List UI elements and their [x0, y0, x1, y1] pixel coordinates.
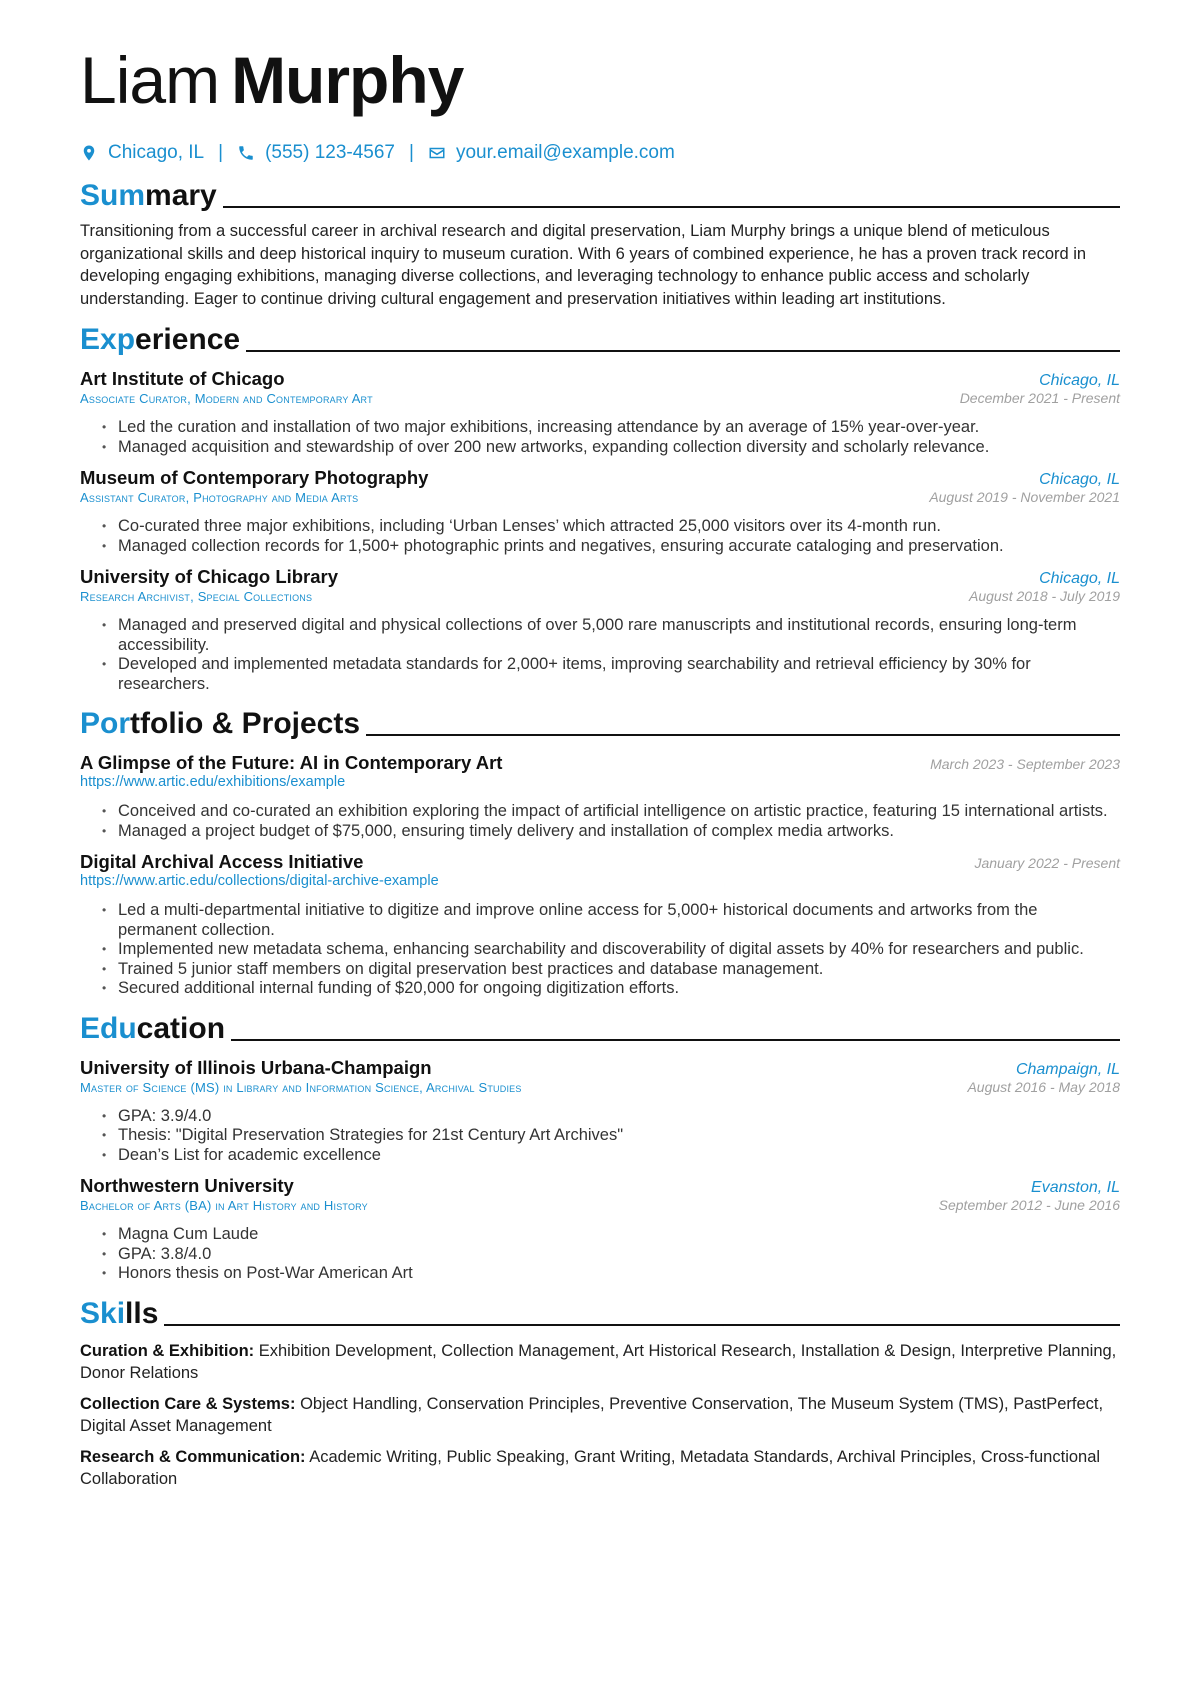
experience-heading: [80, 322, 1120, 358]
job-location: Chicago, IL: [1039, 372, 1120, 389]
project-title: A Glimpse of the Future: AI in Contemporary Art: [80, 752, 503, 773]
school-location: Champaign, IL: [1015, 1060, 1120, 1078]
job-title: Assistant Curator, Photography and Media Arts: [80, 490, 359, 505]
section-rule: [223, 206, 1120, 208]
section-rule: [366, 734, 1120, 736]
bullet-item: • Managed acquisition and stewardship of over 200 new artworks, expanding collection diversity and scholarly relevance.: [118, 438, 1120, 458]
map-pin-icon: [80, 144, 98, 162]
job-dates: August 2018 - July 2019: [969, 588, 1120, 604]
degree-title: Master of Science (MS) in Library and Information Science, Archival Studies: [80, 1079, 522, 1095]
skill-line: [80, 1340, 1120, 1385]
bullet-item: • Honors thesis on Post-War American Art: [118, 1264, 1120, 1284]
bullet-item: • Managed a project budget of $75,000, ensuring timely delivery and installation of complex media artworks.: [118, 822, 1120, 842]
bullet-item: • Trained 5 junior staff members on digital preservation best practices and database management.: [118, 960, 1120, 980]
contact-bar: [80, 142, 1120, 164]
project-entry: [80, 752, 1120, 841]
location-text: Chicago, IL: [108, 142, 205, 163]
section-rule: [231, 1039, 1120, 1041]
email-text: your.email@example.com: [455, 142, 675, 163]
job-location: Chicago, IL: [1039, 471, 1120, 488]
skill-values: Exhibition Development, Collection Management, Art Historical Research, Installation & Design, Interpretive Planning, Donor Relations: [80, 1341, 1117, 1382]
phone-icon: [237, 144, 255, 162]
resume-page: [80, 40, 1120, 1491]
bullet-item: • Magna Cum Laude: [118, 1225, 1120, 1245]
school-name: Northwestern University: [80, 1175, 294, 1196]
skill-line: [80, 1393, 1120, 1438]
bullet-item: • Co-curated three major exhibitions, including ‘Urban Lenses’ which attracted 25,000 visitors over its 4-month run.: [118, 517, 1120, 537]
section-title: Summary: [80, 179, 217, 212]
employer-name: Art Institute of Chicago: [80, 368, 285, 389]
skill-line: [80, 1446, 1120, 1491]
summary-heading: [80, 178, 1120, 214]
bullet-list: [80, 1107, 1120, 1166]
education-heading: [80, 1011, 1120, 1047]
project-link[interactable]: https://www.artic.edu/exhibitions/example: [80, 774, 346, 790]
bullet-item: • Managed and preserved digital and physical collections of over 5,000 rare manuscripts and institutional records, ensuring long-term accessibility.: [118, 616, 1120, 655]
contact-email[interactable]: [428, 142, 675, 164]
bullet-list: [80, 517, 1120, 556]
experience-entry: [80, 566, 1120, 694]
section-title: Education: [80, 1011, 226, 1045]
degree-title: Bachelor of Arts (BA) in Art History and History: [80, 1198, 368, 1213]
job-location: Chicago, IL: [1039, 570, 1120, 587]
projects-heading: [80, 706, 1120, 742]
education-dates: August 2016 - May 2018: [967, 1078, 1120, 1095]
last-name: Murphy: [231, 43, 464, 117]
project-title: Digital Archival Access Initiative: [80, 851, 364, 872]
bullet-item: • Implemented new metadata schema, enhancing searchability and discoverability of digital assets by 40% for researchers and public.: [118, 940, 1120, 960]
section-title: Skills: [80, 1296, 159, 1330]
experience-entry: [80, 368, 1120, 457]
project-dates: March 2023 - September 2023: [930, 756, 1120, 772]
first-name: Liam: [80, 43, 220, 117]
skill-category: Collection Care & Systems:: [80, 1394, 296, 1413]
bullet-list: [80, 1225, 1120, 1284]
phone-text: (555) 123-4567: [265, 142, 395, 163]
skill-values: Object Handling, Conservation Principles, Preventive Conservation, The Museum System (TMS), PastPerfect, Digital Asset Management: [80, 1394, 1104, 1435]
bullet-item: • Secured additional internal funding of $20,000 for ongoing digitization efforts.: [118, 979, 1120, 999]
candidate-name: [80, 40, 1120, 120]
skill-category: Curation & Exhibition:: [80, 1341, 255, 1360]
education-entry: [80, 1057, 1120, 1166]
skill-values: Academic Writing, Public Speaking, Grant Writing, Metadata Standards, Archival Principles, Cross-functional Collaboration: [80, 1447, 1101, 1488]
bullet-item: • GPA: 3.9/4.0: [118, 1107, 1120, 1127]
job-title: Associate Curator, Modern and Contemporary Art: [80, 391, 373, 406]
school-name: University of Illinois Urbana-Champaign: [80, 1056, 432, 1078]
skill-category: Research & Communication:: [80, 1447, 306, 1466]
skills-heading: [80, 1296, 1120, 1332]
bullet-item: • GPA: 3.8/4.0: [118, 1245, 1120, 1265]
school-location: Evanston, IL: [1031, 1179, 1120, 1196]
contact-phone[interactable]: [237, 142, 395, 164]
employer-name: Museum of Contemporary Photography: [80, 467, 429, 488]
contact-separator: |: [218, 142, 224, 163]
job-dates: December 2021 - Present: [959, 390, 1120, 406]
education-entry: [80, 1175, 1120, 1284]
experience-entry: [80, 467, 1120, 556]
section-rule: [246, 350, 1120, 352]
employer-name: University of Chicago Library: [80, 566, 339, 587]
project-entry: [80, 851, 1120, 999]
section-title: Experience: [80, 323, 241, 356]
bullet-list: [80, 901, 1120, 999]
contact-location: [80, 142, 204, 164]
bullet-item: • Managed collection records for 1,500+ photographic prints and negatives, ensuring accurate cataloging and preservation.: [118, 537, 1120, 557]
bullet-list: [80, 802, 1120, 841]
bullet-item: • Led the curation and installation of two major exhibitions, increasing attendance by an average of 15% year-over-year.: [118, 418, 1120, 438]
bullet-item: • Led a multi-departmental initiative to digitize and improve online access for 5,000+ historical documents and artworks from the permanent collection.: [118, 901, 1120, 940]
envelope-icon: [428, 144, 446, 162]
section-rule: [164, 1324, 1120, 1326]
job-title: Research Archivist, Special Collections: [80, 589, 313, 604]
bullet-list: [80, 616, 1120, 694]
bullet-item: • Conceived and co-curated an exhibition exploring the impact of artificial intelligence on artistic practice, featuring 15 international artists.: [118, 802, 1120, 822]
bullet-list: [80, 418, 1120, 457]
bullet-item: • Developed and implemented metadata standards for 2,000+ items, improving searchability and retrieval efficiency by 30% for researchers.: [118, 655, 1120, 694]
education-dates: September 2012 - June 2016: [938, 1197, 1120, 1213]
bullet-item: • Thesis: "Digital Preservation Strategies for 21st Century Art Archives": [118, 1126, 1120, 1146]
job-dates: August 2019 - November 2021: [929, 489, 1120, 505]
contact-separator: |: [409, 142, 414, 163]
summary-text: Transitioning from a successful career in archival research and digital preservation, Liam Murphy brings a unique blend of meticulous organizational skills and deep historical inquiry to museum curation. With 6 years of combined experience, he has a proven track record in developing engaging exhibitions, managing diverse collections, and leveraging technology to enhance public access and scholarly understanding. Eager to continue driving cultural engagement and preservation initiatives within leading art institutions.: [80, 222, 1087, 308]
section-title: Portfolio & Projects: [80, 707, 361, 740]
bullet-item: • Dean’s List for academic excellence: [118, 1146, 1120, 1166]
project-link[interactable]: https://www.artic.edu/collections/digital-archive-example: [80, 873, 439, 889]
project-dates: January 2022 - Present: [974, 855, 1120, 871]
